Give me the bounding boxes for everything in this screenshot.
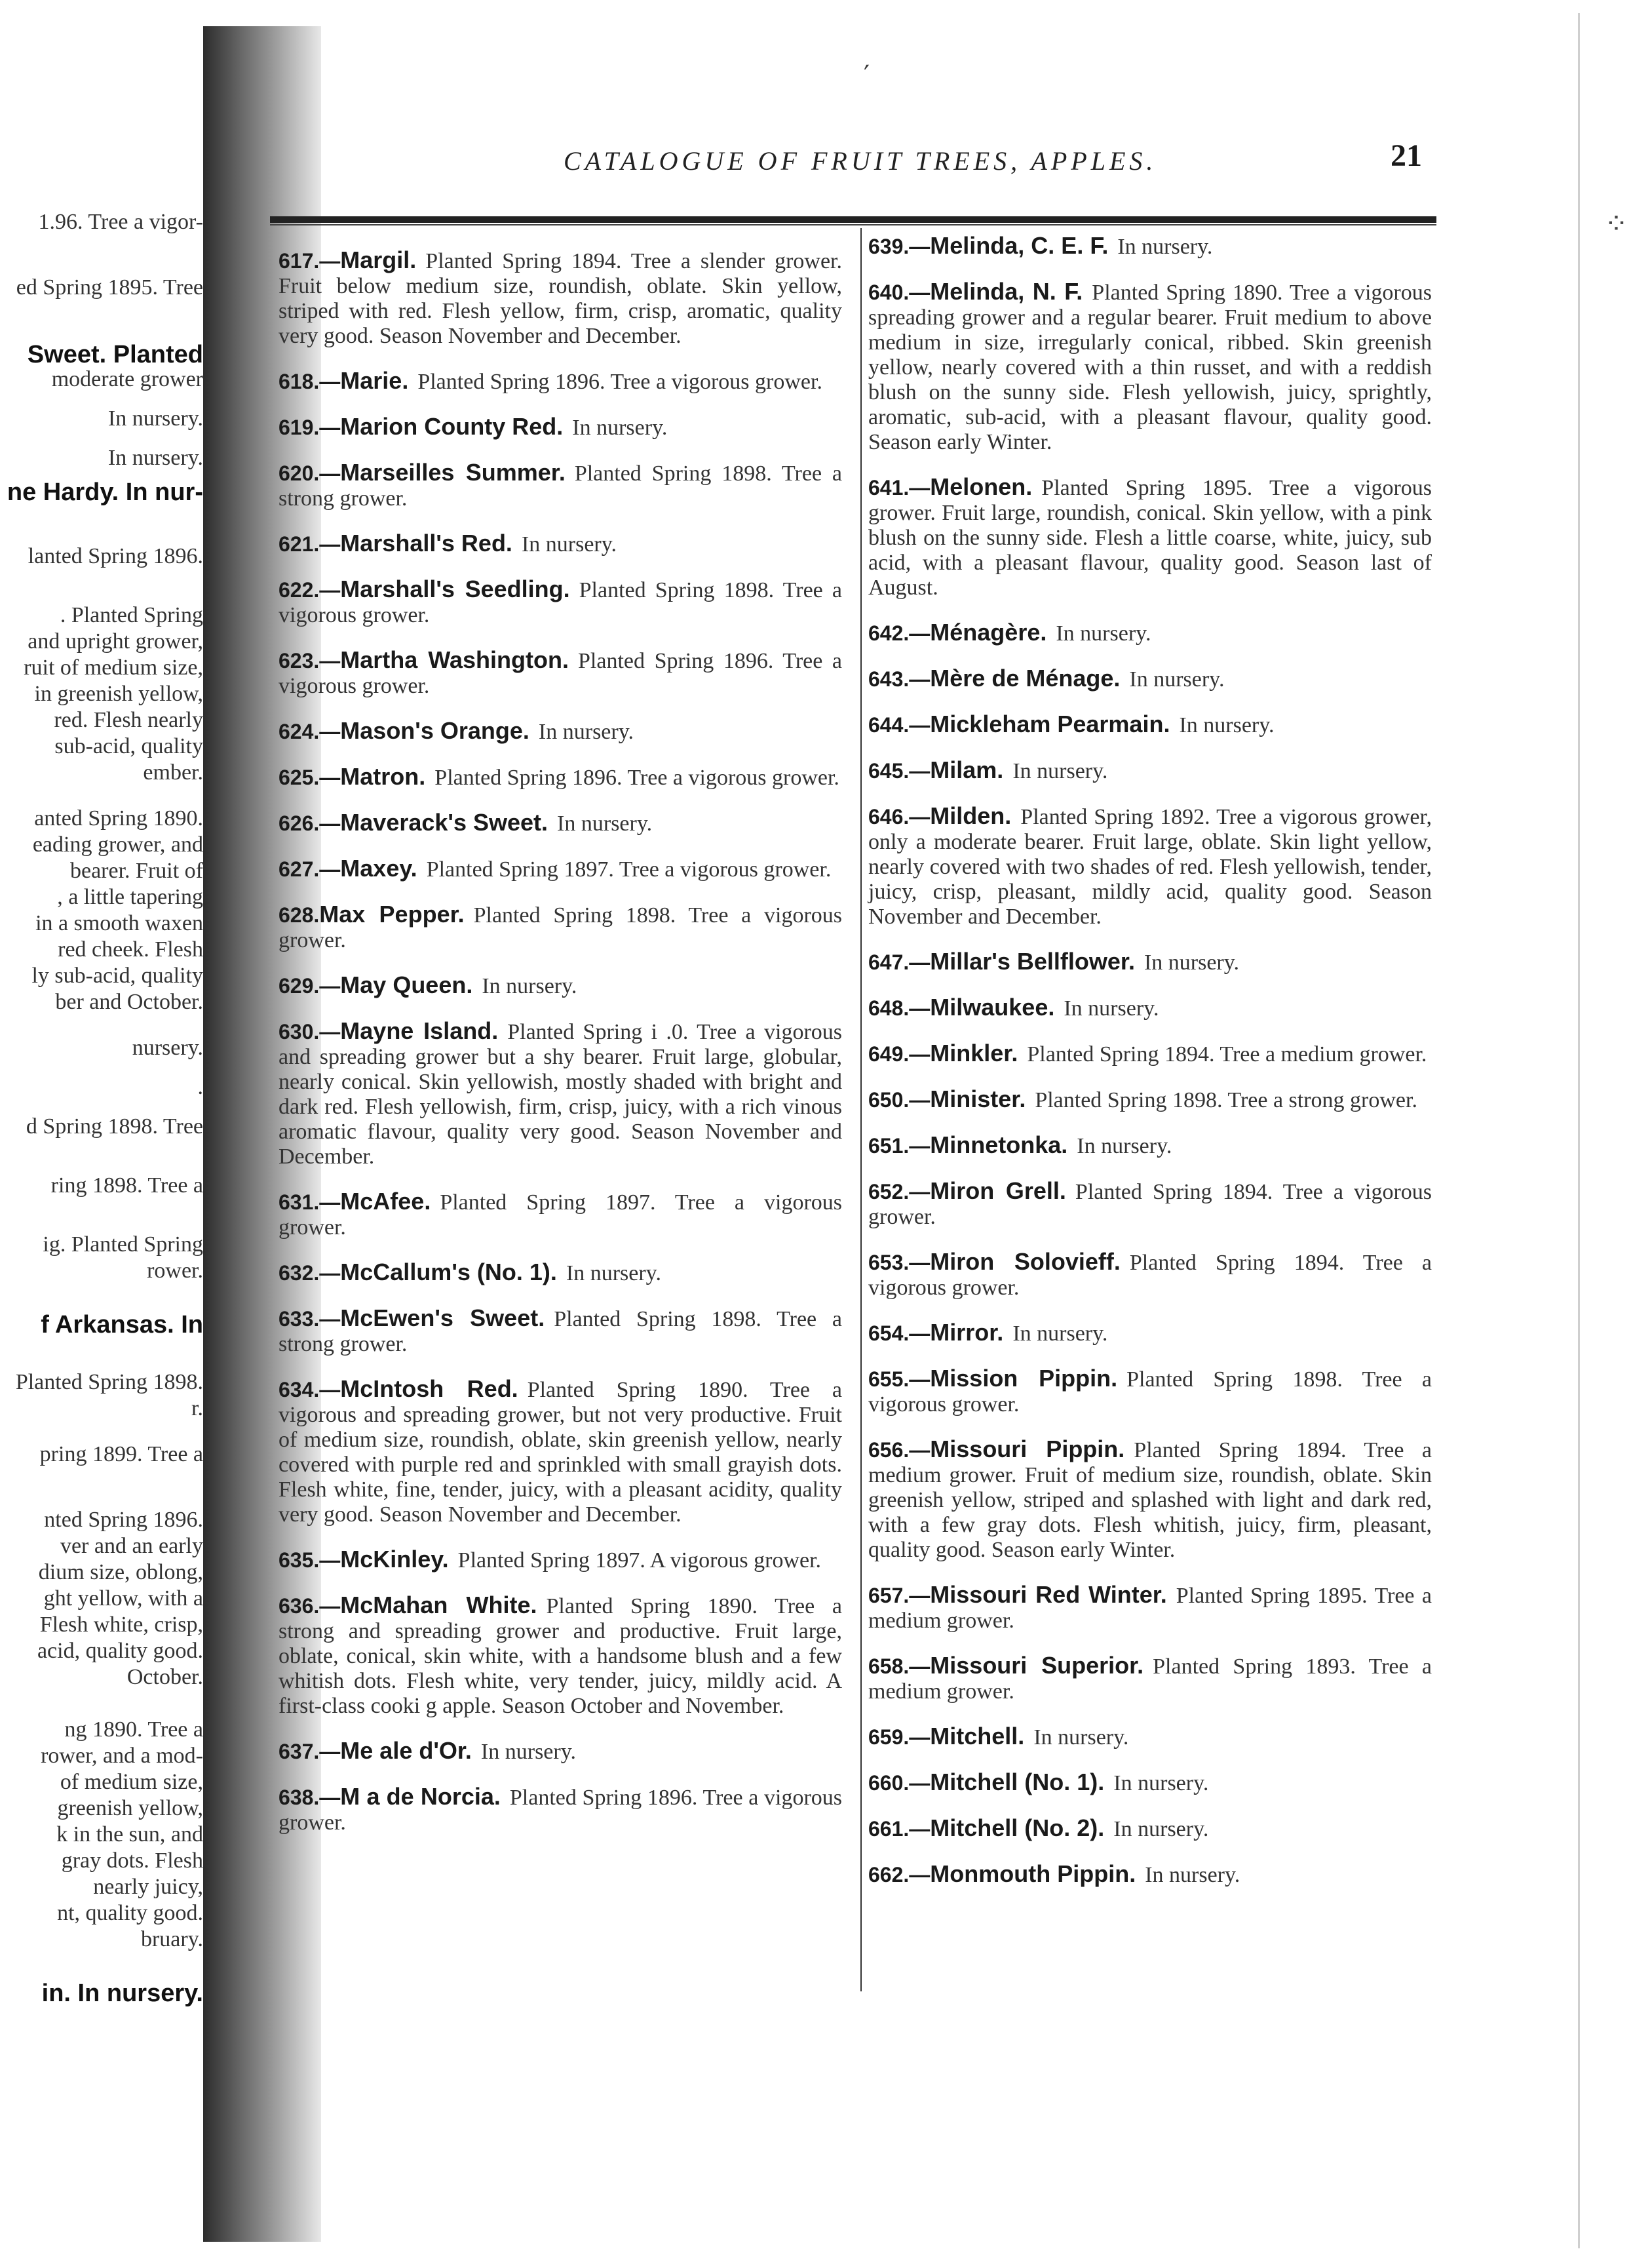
variety-description: In nursery. — [566, 1261, 661, 1285]
variety-name: Marshall's Red. — [340, 530, 512, 557]
catalogue-entry — [868, 1770, 1432, 1796]
variety-description: In nursery. — [521, 532, 617, 557]
entry-number: 660.— — [868, 1771, 931, 1795]
previous-page-text: October. — [126, 1665, 203, 1689]
catalogue-entry — [868, 233, 1432, 260]
variety-description: In nursery. — [1012, 759, 1108, 783]
page-header: CATALOGUE OF FRUIT TREES, APPLES. — [564, 146, 1157, 176]
previous-page-text: ig. Planted Spring — [43, 1232, 203, 1257]
variety-name: Martha Washington. — [340, 646, 569, 673]
entry-number: 633.— — [279, 1307, 341, 1331]
variety-description: Planted Spring 1898. Tree a vigorous grower. — [279, 903, 842, 952]
variety-name: Mitchell (No. 2). — [930, 1814, 1105, 1841]
variety-name: Marshall's Seedling. — [340, 576, 570, 602]
entry-number: 648.— — [868, 996, 931, 1020]
variety-name: Melinda, N. F. — [930, 278, 1083, 305]
entry-number: 617.— — [279, 249, 341, 273]
catalogue-entry — [868, 1816, 1432, 1842]
variety-description: Planted Spring 1898. Tree a strong grower. — [279, 461, 842, 511]
variety-name: Ménagère. — [930, 619, 1047, 646]
catalogue-entry — [279, 414, 842, 440]
previous-page-text: and upright grower, — [28, 629, 203, 654]
variety-description: Planted Spring 1894. Tree a medium grower. Fruit of medium size, roundish, oblate. Skin greenish yellow, striped and splashed with light and dark red, with a few gray dots. Flesh whitish, juicy, firm, pleasant, quality good. Season early Winter. — [868, 1438, 1432, 1562]
entry-number: 655.— — [868, 1367, 931, 1391]
variety-description: In nursery. — [1143, 950, 1240, 975]
entry-number: 657.— — [868, 1584, 931, 1607]
variety-name: Me ale d'Or. — [340, 1737, 472, 1764]
previous-page-text: d Spring 1898. Tree — [26, 1114, 203, 1139]
previous-page-text: nursery. — [132, 1036, 203, 1060]
previous-page-text: anted Spring 1890. — [34, 806, 203, 831]
catalogue-entry — [279, 531, 842, 557]
previous-page-text: . — [197, 1075, 203, 1099]
entry-number: 623.— — [279, 649, 341, 673]
variety-description: In nursery. — [557, 811, 653, 836]
catalogue-entry — [279, 1306, 842, 1357]
catalogue-entry — [868, 1041, 1432, 1067]
entry-number: 643.— — [868, 667, 931, 691]
entry-number: 628. — [279, 903, 320, 927]
variety-description: Planted Spring 1892. Tree a vigorous grower, only a moderate bearer. Fruit large, oblate. Skin light yellow, nearly covered with two shades of red. Flesh yellowish, tender, juicy, crisp, pleasant, mildly acid, quality good. Season November and December. — [868, 805, 1432, 929]
catalogue-entry — [868, 1249, 1432, 1300]
entry-number: 644.— — [868, 713, 931, 737]
catalogue-entry — [279, 718, 842, 745]
previous-page-text: ng 1890. Tree a — [64, 1717, 203, 1742]
variety-name: Melinda, C. E. F. — [930, 232, 1109, 259]
previous-page-text: ber and October. — [55, 990, 203, 1014]
previous-page-text: nt, quality good. — [57, 1901, 203, 1925]
catalogue-entry — [868, 475, 1432, 600]
print-mark: ′ — [864, 60, 870, 90]
variety-name: Mason's Orange. — [340, 717, 529, 744]
catalogue-entry — [279, 973, 842, 999]
previous-page-text: ring 1898. Tree a — [50, 1173, 203, 1198]
variety-description: In nursery. — [1056, 621, 1151, 646]
catalogue-entry — [868, 279, 1432, 455]
previous-page-text: bruary. — [140, 1927, 203, 1951]
catalogue-entry — [279, 1547, 842, 1573]
variety-description: Planted Spring 1890. Tree a vigorous spreading grower and a regular bearer. Fruit medium to above medium in size, irregularly conical, ribbed. Skin greenish yellow, nearly covered with a thin russet, and with a reddish blush on the sunny side. Flesh yellowish, juicy, sprightly, aromatic, sub-acid, with a pleasant flavour, quality good. Season early Winter. — [868, 281, 1432, 454]
variety-name: Max Pepper. — [319, 901, 465, 928]
variety-name: Mitchell. — [930, 1723, 1025, 1750]
page-edge — [1578, 13, 1580, 2248]
entry-number: 650.— — [868, 1088, 931, 1112]
variety-name: Marie. — [340, 367, 409, 394]
entry-number: 662.— — [868, 1863, 931, 1887]
variety-name: Minkler. — [930, 1040, 1018, 1066]
entry-number: 656.— — [868, 1438, 931, 1462]
variety-description: In nursery. — [1179, 713, 1275, 737]
entry-number: 626.— — [279, 811, 341, 835]
previous-page-text: r. — [191, 1396, 203, 1420]
catalogue-entry — [868, 1087, 1432, 1113]
right-column — [868, 233, 1432, 1907]
catalogue-entry — [279, 368, 842, 395]
entry-number: 640.— — [868, 281, 931, 304]
previous-page-text: red cheek. Flesh — [58, 937, 203, 962]
previous-page-text: f Arkansas. In — [41, 1311, 203, 1339]
previous-page-text: of medium size, — [60, 1770, 203, 1794]
previous-page-text: gray dots. Flesh — [61, 1848, 203, 1873]
variety-description: Planted Spring 1890. Tree a strong and spreading grower and productive. Fruit large, oblate, conical, skin white, with a handsome blush and a few whitish dots. Flesh white, very tender, juicy, mildly acid. A first-class cooki g apple. Season October and November. — [279, 1594, 842, 1718]
entry-number: 629.— — [279, 974, 341, 998]
previous-page-text: ed Spring 1895. Tree — [16, 275, 203, 300]
entry-number: 636.— — [279, 1594, 341, 1618]
previous-page-text: In nursery. — [107, 446, 203, 470]
column-divider — [860, 228, 862, 1991]
catalogue-entry — [868, 1437, 1432, 1563]
previous-page-text: in. In nursery. — [41, 1980, 203, 2007]
entry-number: 652.— — [868, 1180, 931, 1203]
previous-page-text: rower. — [147, 1259, 203, 1283]
previous-page-text: sub-acid, quality — [54, 734, 203, 758]
variety-name: M a de Norcia. — [340, 1783, 501, 1810]
entry-number: 658.— — [868, 1654, 931, 1678]
entry-number: 618.— — [279, 370, 341, 393]
catalogue-entry — [868, 758, 1432, 784]
variety-name: Mickleham Pearmain. — [930, 711, 1170, 737]
edge-marks: ⁘ — [1604, 207, 1628, 241]
previous-page-text: ruit of medium size, — [24, 655, 203, 680]
catalogue-entry — [868, 1366, 1432, 1417]
catalogue-entry — [279, 648, 842, 699]
variety-description: Planted Spring 1897. A vigorous grower. — [457, 1548, 822, 1573]
previous-page-text: , a little tapering — [57, 885, 203, 909]
previous-page-text: lanted Spring 1896. — [28, 544, 203, 568]
previous-page-text: in a smooth waxen — [35, 911, 203, 935]
variety-description: Planted Spring 1894. Tree a medium grower. — [1027, 1042, 1427, 1066]
variety-name: McIntosh Red. — [340, 1375, 518, 1402]
entry-number: 653.— — [868, 1251, 931, 1274]
variety-name: McAfee. — [340, 1188, 431, 1215]
entry-number: 641.— — [868, 476, 931, 499]
entry-number: 661.— — [868, 1817, 931, 1841]
variety-name: Miron Solovieff. — [930, 1248, 1121, 1275]
previous-page-text: nted Spring 1896. — [44, 1508, 203, 1532]
entry-number: 649.— — [868, 1042, 931, 1066]
previous-page-text: ght yellow, with a — [43, 1586, 203, 1611]
catalogue-entry — [279, 1593, 842, 1719]
catalogue-entry — [868, 666, 1432, 692]
variety-name: Milden. — [930, 802, 1012, 829]
variety-name: Millar's Bellflower. — [930, 948, 1135, 975]
catalogue-entry — [868, 949, 1432, 975]
variety-name: Missouri Red Winter. — [930, 1581, 1167, 1608]
variety-name: Mayne Island. — [340, 1017, 499, 1044]
variety-name: Mirror. — [930, 1319, 1004, 1346]
variety-description: Planted Spring 1898. Tree a vigorous grower. — [279, 578, 843, 627]
variety-name: Milam. — [930, 756, 1004, 783]
variety-description: Planted Spring 1898. Tree a vigorous grower. — [868, 1367, 1432, 1417]
variety-description: Planted Spring 1897. Tree a vigorous grower. — [426, 857, 832, 882]
left-column — [279, 248, 842, 1855]
variety-name: Minister. — [930, 1085, 1026, 1112]
catalogue-entry — [868, 1862, 1432, 1888]
entry-number: 627.— — [279, 857, 341, 881]
catalogue-entry — [868, 712, 1432, 738]
entry-number: 646.— — [868, 805, 931, 829]
catalogue-entry — [279, 1784, 842, 1835]
variety-name: May Queen. — [340, 971, 473, 998]
previous-page-text: acid, quality good. — [37, 1639, 203, 1663]
variety-name: Marion County Red. — [340, 413, 564, 440]
entry-number: 619.— — [279, 416, 341, 439]
catalogue-entry — [279, 810, 842, 836]
catalogue-entry — [279, 856, 842, 882]
variety-name: Milwaukee. — [930, 994, 1055, 1021]
previous-page-text: k in the sun, and — [56, 1822, 203, 1847]
variety-name: Maverack's Sweet. — [340, 809, 548, 836]
catalogue-entry — [279, 1377, 842, 1527]
header-rule-thin — [270, 224, 1436, 225]
catalogue-entry — [279, 577, 842, 628]
variety-description: Planted Spring 1894. Tree a slender grower. Fruit below medium size, roundish, oblate. Skin yellow, striped with red. Flesh yellow, firm, crisp, aromatic, quality very good. Season November and December. — [279, 249, 842, 348]
entry-number: 645.— — [868, 759, 931, 783]
entry-number: 622.— — [279, 578, 341, 602]
variety-name: Miron Grell. — [930, 1177, 1066, 1204]
variety-description: Planted Spring 1896. Tree a vigorous grower. — [417, 370, 822, 394]
variety-name: Mitchell (No. 1). — [930, 1769, 1105, 1795]
previous-page-edge — [0, 170, 203, 2268]
previous-page-text: bearer. Fruit of — [70, 859, 203, 883]
variety-name: McCallum's (No. 1). — [340, 1259, 557, 1285]
variety-name: Monmouth Pippin. — [930, 1860, 1136, 1887]
variety-name: Missouri Superior. — [930, 1652, 1144, 1679]
catalogue-entry — [868, 1179, 1432, 1230]
previous-page-text: dium size, oblong, — [38, 1560, 203, 1584]
catalogue-entry — [279, 1019, 842, 1169]
variety-description: In nursery. — [1113, 1817, 1209, 1841]
catalogue-entry — [868, 1582, 1432, 1633]
previous-page-text: 1.96. Tree a vigor- — [38, 210, 203, 234]
variety-description: In nursery. — [1113, 1771, 1209, 1795]
previous-page-text: In nursery. — [107, 406, 203, 431]
variety-name: Mission Pippin. — [930, 1365, 1118, 1392]
variety-description: In nursery. — [1129, 667, 1225, 692]
previous-page-text: nearly juicy, — [93, 1875, 203, 1899]
variety-name: Melonen. — [930, 473, 1033, 500]
entry-number: 638.— — [279, 1786, 341, 1809]
previous-page-text: Planted Spring 1898. — [15, 1370, 203, 1394]
variety-description: In nursery. — [1077, 1134, 1172, 1158]
variety-description: Planted Spring 1890. Tree a vigorous and spreading grower, but not very productive. Fruit of medium size, roundish, oblate, skin greenish yellow, nearly covered with purple red and sprinkled with small grayish dots. Flesh white, fine, tender, juicy, with a pleasant acidity, quality very good. Season November and December. — [279, 1378, 842, 1527]
entry-number: 651.— — [868, 1134, 931, 1158]
variety-description: Planted Spring 1895. Tree a medium grower. — [868, 1584, 1432, 1633]
variety-description: In nursery. — [538, 720, 634, 744]
entry-number: 632.— — [279, 1261, 341, 1285]
catalogue-entry — [279, 1189, 842, 1240]
variety-description: In nursery. — [1064, 996, 1159, 1021]
variety-description: Planted Spring 1896. Tree a vigorous grower. — [279, 1786, 842, 1835]
entry-number: 620.— — [279, 461, 341, 485]
catalogue-entry — [868, 1653, 1432, 1704]
catalogue-entry — [868, 620, 1432, 646]
variety-name: McMahan White. — [340, 1592, 537, 1618]
catalogue-entry — [279, 1260, 842, 1286]
variety-description: In nursery. — [1033, 1725, 1129, 1750]
catalogue-entry — [279, 460, 842, 511]
header-rule — [270, 216, 1436, 223]
variety-description: In nursery. — [572, 416, 668, 440]
catalogue-entry — [868, 1320, 1432, 1346]
variety-description: Planted Spring 1896. Tree a vigorous grower. — [279, 649, 843, 698]
entry-number: 659.— — [868, 1725, 931, 1749]
entry-number: 625.— — [279, 766, 341, 789]
entry-number: 624.— — [279, 720, 341, 743]
variety-name: McKinley. — [340, 1546, 449, 1573]
previous-page-text: greenish yellow, — [57, 1796, 203, 1820]
catalogue-entry — [279, 1738, 842, 1765]
previous-page-text: rower, and a mod- — [41, 1744, 203, 1768]
previous-page-text: . Planted Spring — [60, 603, 203, 627]
entry-number: 634.— — [279, 1378, 341, 1401]
entry-number: 647.— — [868, 950, 931, 974]
previous-page-text: ver and an early — [60, 1534, 203, 1558]
previous-page-text: ne Hardy. In nur- — [7, 479, 203, 506]
catalogue-entry — [868, 1133, 1432, 1159]
variety-description: Planted Spring 1896. Tree a vigorous grower. — [434, 766, 839, 790]
variety-name: Maxey. — [340, 855, 417, 882]
previous-page-text: pring 1899. Tree a — [39, 1442, 203, 1466]
previous-page-text: in greenish yellow, — [34, 682, 203, 706]
previous-page-text: red. Flesh nearly — [54, 708, 203, 732]
previous-page-text: eading grower, and — [32, 832, 203, 857]
entry-number: 637.— — [279, 1740, 341, 1763]
catalogue-entry — [279, 902, 842, 953]
variety-description: Planted Spring 1898. Tree a strong grower. — [279, 1307, 842, 1356]
entry-number: 631.— — [279, 1190, 341, 1214]
catalogue-entry — [868, 804, 1432, 929]
previous-page-text: Flesh white, crisp, — [39, 1613, 203, 1637]
entry-number: 635.— — [279, 1548, 341, 1572]
entry-number: 654.— — [868, 1321, 931, 1345]
variety-description: In nursery. — [480, 1740, 577, 1764]
variety-description: Planted Spring 1893. Tree a medium grower. — [868, 1654, 1432, 1704]
variety-name: Mère de Ménage. — [930, 665, 1121, 692]
variety-name: Margil. — [340, 246, 417, 273]
variety-description: Planted Spring 1894. Tree a vigorous grower. — [868, 1180, 1432, 1229]
catalogue-entry — [279, 248, 842, 349]
variety-description: In nursery. — [1012, 1321, 1108, 1346]
variety-name: Matron. — [340, 763, 426, 790]
previous-page-text: Sweet. Planted — [27, 341, 203, 368]
previous-page-text: ember. — [143, 760, 203, 785]
catalogue-entry — [279, 764, 842, 791]
entry-number: 621.— — [279, 532, 341, 556]
catalogue-entry — [868, 1724, 1432, 1750]
variety-name: Marseilles Summer. — [340, 459, 566, 486]
variety-name: Missouri Pippin. — [930, 1436, 1125, 1462]
variety-description: Planted Spring 1897. Tree a vigorous grower. — [279, 1190, 842, 1240]
variety-description: Planted Spring 1895. Tree a vigorous grower. Fruit large, roundish, conical. Skin yellow, with a pink blush on the sunny side. Flesh a little coarse, white, juicy, sub acid, with a pleasant flavour, quality good. Season last of August. — [868, 476, 1432, 600]
variety-name: McEwen's Sweet. — [340, 1304, 545, 1331]
variety-description: In nursery. — [1117, 235, 1213, 259]
entry-number: 642.— — [868, 621, 931, 645]
variety-name: Minnetonka. — [930, 1131, 1068, 1158]
catalogue-entry — [868, 995, 1432, 1021]
previous-page-text: ly sub-acid, quality — [31, 964, 203, 988]
variety-description: Planted Spring 1898. Tree a strong grower. — [1035, 1088, 1417, 1112]
page-number: 21 — [1391, 138, 1422, 173]
previous-page-text: moderate grower — [51, 367, 203, 391]
variety-description: In nursery. — [482, 974, 577, 998]
variety-description: Planted Spring 1894. Tree a vigorous grower. — [868, 1251, 1432, 1300]
entry-number: 639.— — [868, 235, 931, 258]
variety-description: In nursery. — [1145, 1863, 1240, 1887]
variety-description: Planted Spring i .0. Tree a vigorous and spreading grower but a shy bearer. Fruit large, globular, nearly conical. Skin yellowish, mostly shaded with bright and dark red. Flesh yellowish, firm, crisp, juicy, with a rich vinous aromatic flavour, quality very good. Season November and December. — [279, 1020, 842, 1169]
entry-number: 630.— — [279, 1020, 341, 1044]
